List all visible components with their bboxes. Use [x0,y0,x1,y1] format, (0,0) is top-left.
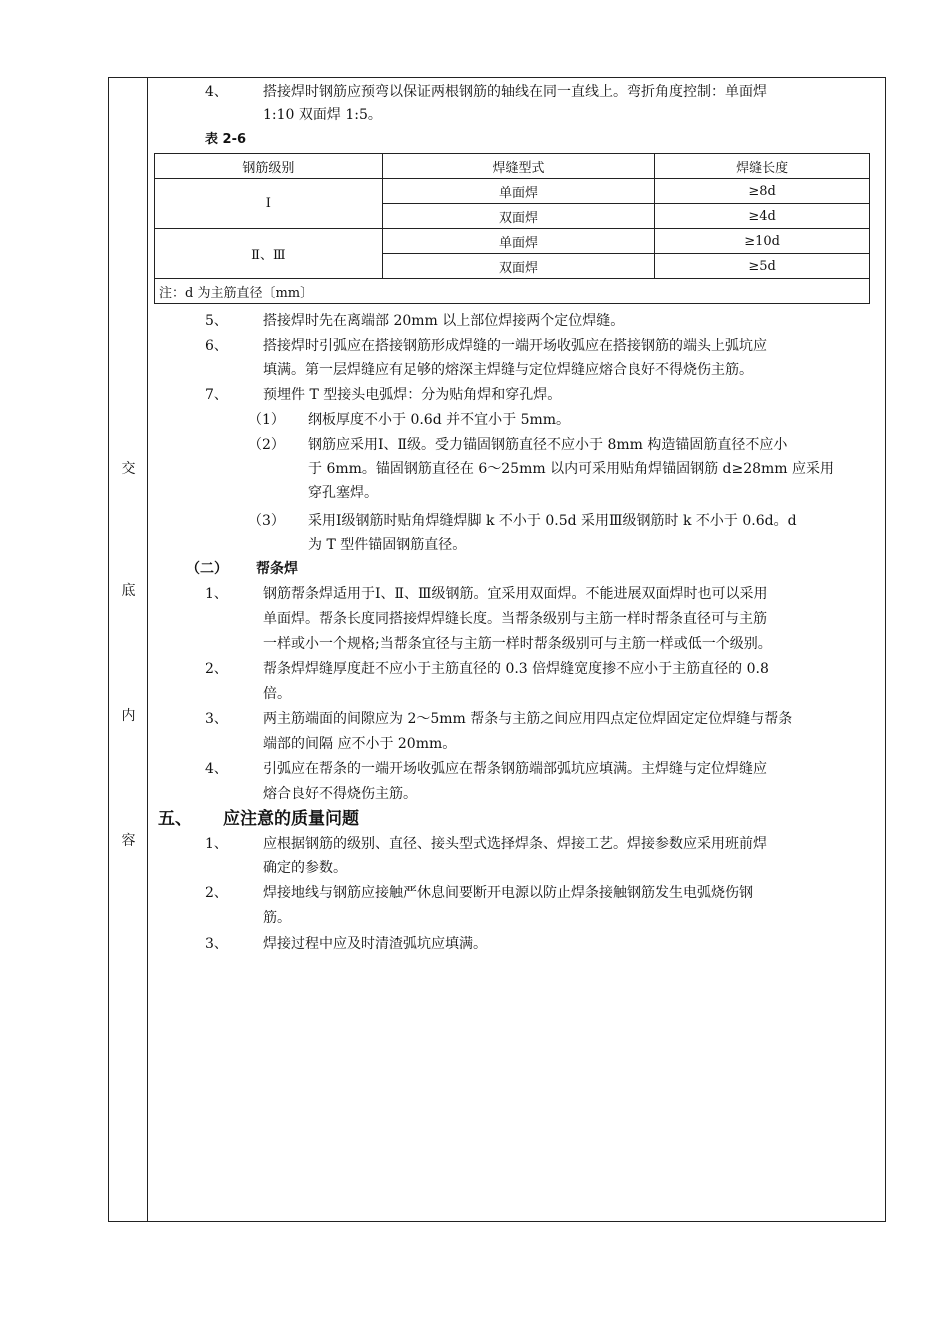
weld-type-cell: 单面焊 [382,229,655,254]
item-number: 3、 [205,936,228,952]
weld-type-cell: 双面焊 [382,204,655,229]
item-text: 焊接地线与钢筋应接触严休息间要断开电源以防止焊条接触钢筋发生电弧烧伤钢 [263,885,753,901]
item-number: 4、 [205,84,228,100]
weld-length-cell: ≥8d [655,179,870,204]
table-row [155,229,870,254]
document-frame [108,77,886,1222]
sub-item-text: 穿孔塞焊。 [308,485,378,501]
weld-length-cell: ≥5d [655,254,870,279]
table-header-cell: 钢筋级别 [155,154,383,179]
sub-item-text: 采用Ⅰ级钢筋时贴角焊缝焊脚 k 不小于 0.5d 采用Ⅲ级钢筋时 k 不小于 0.6d。d [308,513,797,529]
item-number: 7、 [205,387,228,403]
item-number: 5、 [205,313,228,329]
table-note: 注：d 为主筋直径〔mm〕 [155,279,870,304]
table-row [155,179,870,204]
item-text: 填满。第一层焊缝应有足够的熔深主焊缝与定位焊缝应熔合良好不得烧伤主筋。 [263,362,753,378]
weld-type-cell: 双面焊 [382,254,655,279]
side-label-char: 内 [121,708,136,724]
table-caption: 表 2-6 [205,132,247,147]
weld-length-table [154,153,870,304]
side-label-column [109,78,148,1221]
sub-item-number: （1） [248,412,285,428]
side-label-char: 底 [121,583,136,599]
item-text: 钢筋帮条焊适用于Ⅰ、Ⅱ、Ⅲ级钢筋。宜采用双面焊。不能进展双面焊时也可以采用 [263,586,768,602]
item-number: 6、 [205,338,228,354]
grade-cell: Ⅱ、Ⅲ [155,229,383,279]
grade-cell: Ⅰ [155,179,383,229]
item-text: 端部的间隔 应不小于 20mm。 [263,736,457,752]
side-label-char: 容 [121,833,136,849]
sub-item-number: （3） [248,513,285,529]
item-number: 2、 [205,661,228,677]
table-header-cell: 焊缝型式 [382,154,655,179]
weld-type-cell: 单面焊 [382,179,655,204]
item-text: 应根据钢筋的级别、直径、接头型式选择焊条、焊接工艺。焊接参数应采用班前焊 [263,836,767,852]
sub-item-text: 纲板厚度不小于 0.6d 并不宜小于 5mm。 [308,412,571,428]
item-number: 1、 [205,836,228,852]
item-text: 搭接焊时引弧应在搭接钢筋形成焊缝的一端开场收弧应在搭接钢筋的端头上弧坑应 [263,338,767,354]
item-text: 倍。 [263,686,291,702]
sub-item-text: 钢筋应采用Ⅰ、Ⅱ级。受力锚固钢筋直径不应小于 8mm 构造锚固筋直径不应小 [308,437,788,453]
item-text: 帮条焊焊缝厚度赶不应小于主筋直径的 0.3 倍焊缝宽度掺不应小于主筋直径的 0.8 [263,661,769,677]
table-header-row [155,154,870,179]
item-number: 1、 [205,586,228,602]
section-title: 帮条焊 [256,561,298,577]
item-text: 熔合良好不得烧伤主筋。 [263,786,417,802]
item-number: 2、 [205,885,228,901]
item-text: 确定的参数。 [263,860,347,876]
item-text: 焊接过程中应及时清渣弧坑应填满。 [263,936,487,952]
section-title: 应注意的质量问题 [223,809,359,829]
content-area [148,78,885,1221]
item-text: 单面焊。帮条长度同搭接焊焊缝长度。当帮条级别与主筋一样时帮条直径可与主筋 [263,611,767,627]
item-text: 1:10 双面焊 1:5。 [263,107,382,123]
table-header-cell: 焊缝长度 [655,154,870,179]
item-text: 搭接焊时钢筋应预弯以保证两根钢筋的轴线在同一直线上。弯折角度控制：单面焊 [263,84,767,100]
section-number: （二） [186,561,228,577]
side-label-char: 交 [121,461,136,477]
sub-item-text: 为 T 型件锚固钢筋直径。 [308,537,467,553]
item-text: 筋。 [263,910,291,926]
item-text: 一样或小一个规格;当帮条宜径与主筋一样时帮条级别可与主筋一样或低一个级别。 [263,636,772,652]
section-number: 五、 [158,809,192,829]
item-number: 4、 [205,761,228,777]
weld-length-cell: ≥10d [655,229,870,254]
item-text: 引弧应在帮条的一端开场收弧应在帮条钢筋端部弧坑应填满。主焊缝与定位焊缝应 [263,761,767,777]
item-text: 搭接焊时先在离端部 20mm 以上部位焊接两个定位焊缝。 [263,313,625,329]
item-text: 预埋件 T 型接头电弧焊：分为贴角焊和穿孔焊。 [263,387,562,403]
sub-item-number: （2） [248,437,285,453]
table-note-row [155,279,870,304]
sub-item-text: 于 6mm。锚固钢筋直径在 6～25mm 以内可采用贴角焊锚固钢筋 d≥28mm 应采用 [308,461,835,477]
weld-length-cell: ≥4d [655,204,870,229]
item-number: 3、 [205,711,228,727]
item-text: 两主筋端面的间隙应为 2～5mm 帮条与主筋之间应用四点定位焊固定定位焊缝与帮条 [263,711,793,727]
